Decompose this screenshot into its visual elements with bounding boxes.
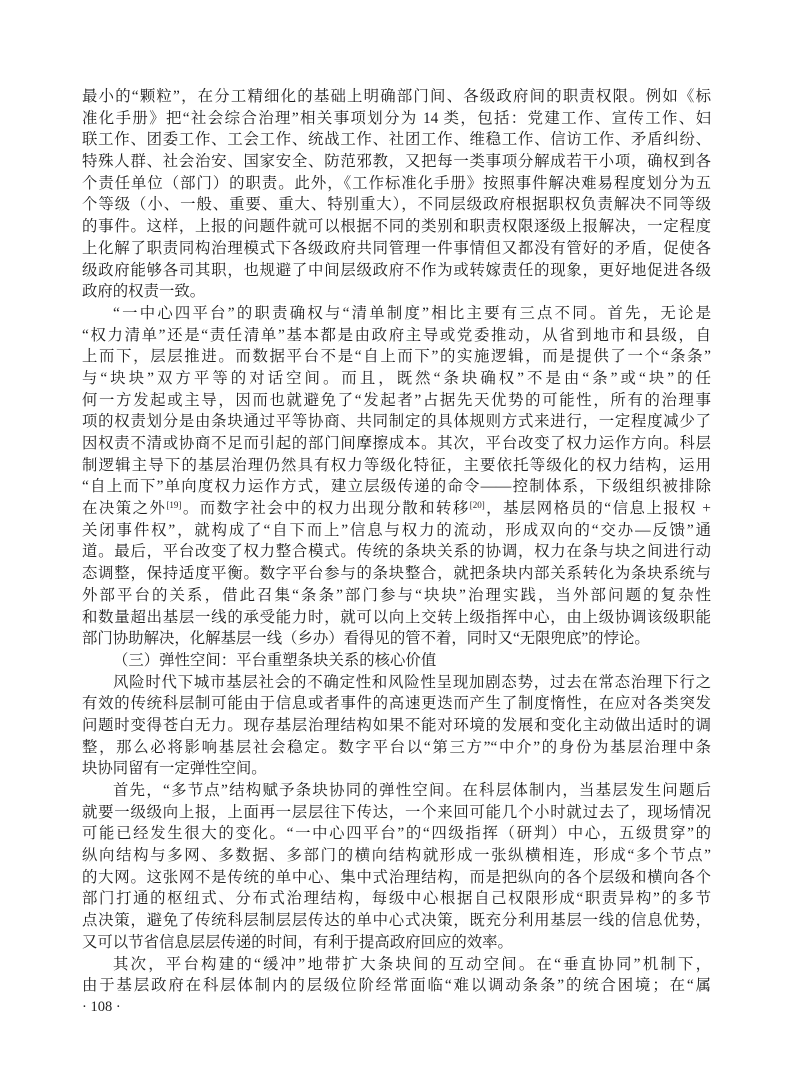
text-line: 因权责不清或协商不足而引起的部门间摩擦成本。其次，平台改变了权力运作方向。科层 [82,435,711,452]
text-line: 联工作、团委工作、工会工作、统战工作、社团工作、维稳工作、信访工作、矛盾纠纷、 [82,131,711,149]
text-line: 政府的权责一致。 [82,283,206,301]
text-line: 在决策之外[19]。而数字社会中的权力出现分散和转移[20]，基层网格员的“信息上报权 + [82,500,711,518]
text-line: 上而下，层层推进。而数据平台不是“自上而下”的实施逻辑，而是提供了一个“条条” [82,348,711,366]
text-line: 的事件。这样，上报的问题件就可以根据不同的类别和职责权限逐级上报解决，一定程度 [82,218,711,236]
text-line: 问题时变得苍白无力。现存基层治理结构如果不能对环境的发展和变化主动做出适时的调 [82,716,711,734]
text-line: 块协同留有一定弹性空间。 [82,760,267,778]
section-heading: （三）弹性空间：平台重塑条块关系的核心价值 [113,651,437,669]
text-line: 就要一级级向上报，上面再一层层往下传达，一个来回可能几个小时就过去了，现场情况 [82,803,711,821]
text-line: 项的权责划分是由条块通过平等协商、共同制定的具体规则方式来进行，一定程度减少了 [82,413,711,431]
text-line: 由于基层政府在科层体制内的层级位阶经常面临“难以调动条条”的统合困境；在“属 [82,977,711,995]
text-line: 部门打通的枢纽式、分布式治理结构，每级中心根据自己权限形成“职责异构”的多节 [82,890,711,908]
text-line: 与“块块”双方平等的对话空间。而且，既然“条块确权”不是由“条”或“块”的任 [82,369,711,387]
citation-ref: [19] [166,500,182,511]
text-line: 态调整，保持适度平衡。数字平台参与的条块整合，就把条块内部关系转化为条块系统与 [82,565,711,583]
text-line: 个责任单位（部门）的职责。此外，《工作标准化手册》按照事件解决难易程度划分为五 [82,174,711,192]
citation-ref: [20] [469,500,485,511]
text-line: 上化解了职责同构治理模式下各级政府共同管理一件事情但又都没有管好的矛盾，促使各 [82,239,711,257]
page-number: · 108 · [82,998,121,1015]
text-line: 道。最后，平台改变了权力整合模式。传统的条块关系的协调，权力在条与块之间进行动 [82,543,711,561]
text-line: 级政府能够各司其职，也规避了中间层级政府不作为或转嫁责任的现象，更好地促进各级 [82,261,711,279]
text-line: 特殊人群、社会治安、国家安全、防范邪教，又把每一类事项分解成若干小项，确权到各 [82,153,711,171]
text-line: 部门协助解决，化解基层一线（乡办）看得见的管不着，同时又“无限兜底”的悖论。 [82,630,650,648]
text-line: 纵向结构与多网、多数据、多部门的横向结构就形成一张纵横相连，形成“多个节点” [82,847,711,865]
text-line: 有效的传统科层制可能由于信息或者事件的高速更迭而产生了制度惰性，在应对各类突发 [82,695,711,713]
text-line: 和数量超出基层一线的承受能力时，就可以向上交转上级指挥中心，由上级协调该级职能 [82,608,711,626]
text-line: 又可以节省信息层层传递的时间，有利于提高政府回应的效率。 [82,933,513,951]
text-line: 可能已经发生很大的变化。“一中心四平台”的“四级指挥（研判）中心，五级贯穿”的 [82,825,711,843]
text-line: 个等级（小、一般、重要、重大、特别重大），不同层级政府根据职权负责解决不同等级 [82,196,711,214]
text-line: 最小的“颗粒”，在分工精细化的基础上明确部门间、各级政府间的职责权限。例如《标 [82,88,711,105]
text-line: 整，那么必将影响基层社会稳定。数字平台以“第三方”“中介”的身份为基层治理中条 [82,738,711,756]
text-line: “自上而下”单向度权力运作方式，建立层级传递的命令——控制体系，下级组织被排除 [82,478,711,496]
text-line: 准化手册》把“社会综合治理”相关事项划分为 14 类，包括：党建工作、宣传工作、妇 [82,109,711,127]
text-line: “权力清单”还是“责任清单”基本都是由政府主导或党委推动，从省到地市和县级，自 [82,326,711,344]
text-line: “一中心四平台”的职责确权与“清单制度”相比主要有三点不同。首先，无论是 [113,304,711,322]
text-line: 的大网。这张网不是传统的单中心、集中式治理结构，而是把纵向的各个层级和横向各个 [82,868,711,886]
text-line: 何一方发起或主导，因而也就避免了“发起者”占据先天优势的可能性，所有的治理事 [82,391,711,409]
text-column [82,86,711,1019]
text-line: 关闭事件权”，就构成了“自下而上”信息与权力的流动，形成双向的“交办—反馈”通 [82,521,711,539]
text-line: 点决策，避免了传统科层制层层传达的单中心式决策，既充分利用基层一线的信息优势， [82,912,711,930]
text-line: 外部平台的关系，借此召集“条条”部门参与“块块”治理实践，当外部问题的复杂性 [82,586,711,604]
text-line: 其次，平台构建的“缓冲”地带扩大条块间的互动空间。在“垂直协同”机制下， [113,955,711,973]
text-line: 首先，“多节点”结构赋予条块协同的弹性空间。在科层体制内，当基层发生问题后 [113,782,711,799]
text-line: 制逻辑主导下的基层治理仍然具有权力等级化特征，主要依托等级化的权力结构，运用 [82,456,711,474]
text-line: 风险时代下城市基层社会的不确定性和风险性呈现加剧态势，过去在常态治理下行之 [113,673,711,691]
